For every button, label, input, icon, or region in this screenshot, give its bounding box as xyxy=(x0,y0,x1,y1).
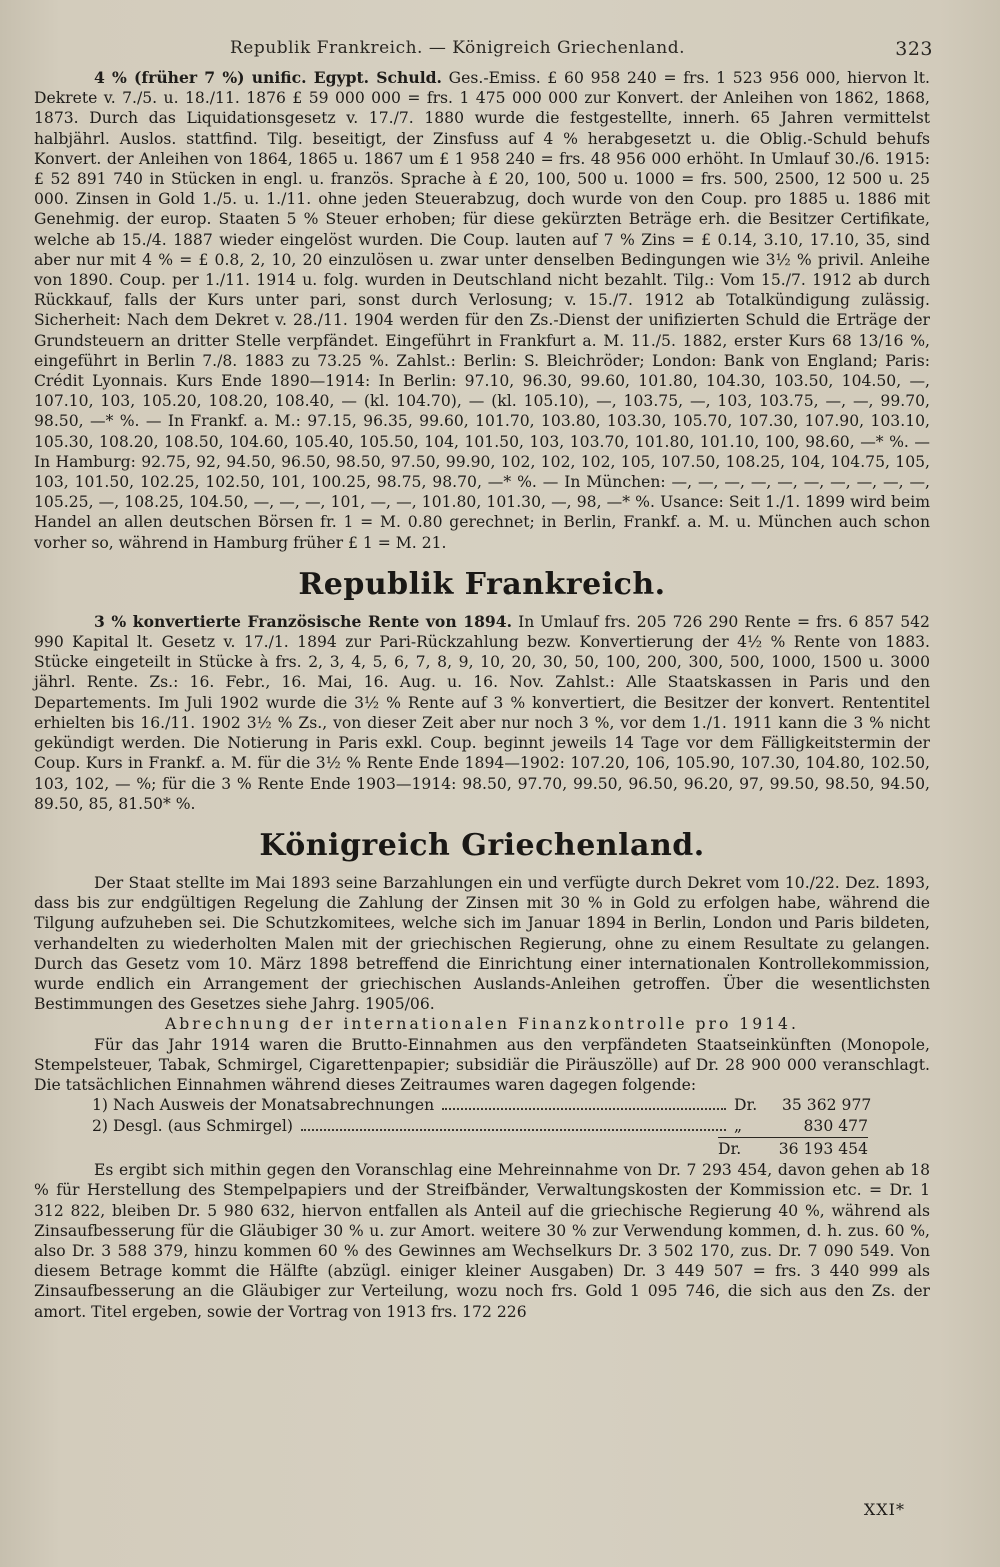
greece-para3-block xyxy=(34,1160,930,1322)
ledger-label: 2) Desgl. (aus Schmirgel) xyxy=(92,1117,293,1136)
ledger-dots xyxy=(301,1116,726,1131)
signature-mark: XXI* xyxy=(863,1500,905,1519)
ledger-label: 1) Nach Ausweis der Monatsabrechnungen xyxy=(92,1096,435,1115)
greece-section xyxy=(34,873,930,1014)
ledger-amount: 830 477 xyxy=(803,1117,868,1136)
ledger-row xyxy=(34,1116,930,1137)
greece-para3: Es ergibt sich mithin gegen den Voranschlag eine Mehreinnahme von Dr. 7 293 454, davon gehen ab 18 % für Herstellung des Stempelpapiers und der Streifbänder, Verwaltungskosten der Kommission etc. = Dr. 1 312 822, bleiben Dr. 5 980 632, hiervon entfallen als Anteil auf die griechische Regierung 40 %, während als Zinsaufbesserung für die Gläubiger 30 % u. zur Amort. weitere 30 % zur Verwendung kommen, d. h. zus. 60 %, also Dr. 3 588 379, hinzu kommen 60 % des Gewinnes am Wechselkurs Dr. 3 502 170, zus. Dr. 7 090 549. Von diesem Betrage kommt die Hälfte (abzügl. einiger kleiner Ausgaben) Dr. 3 449 507 = frs. 3 440 999 als Zinsaufbesserung an die Gläubiger zur Verteilung, wozu noch frs. Gold 1 095 746, die sich aus den Zs. der amort. Titel ergeben, sowie der Vortrag von 1913 frs. 172 226 xyxy=(34,1161,930,1321)
france-lead: 3 % konvertierte Französische Rente von 1894. xyxy=(94,611,513,631)
greece-heading: Königreich Griechenland. xyxy=(259,827,705,863)
page-number: 323 xyxy=(895,38,933,60)
ledger-amount: 35 362 977 xyxy=(782,1096,872,1115)
running-title: Republik Frankreich. — Königreich Griechenland. xyxy=(230,38,685,58)
france-body: In Umlauf frs. 205 726 290 Rente = frs. 6 857 542 990 Kapital lt. Gesetz v. 17./1. 1894 zur Pari-Rückzahlung bezw. Konvertierung der 4½ % Rente von 1883. Stücke eingeteilt in Stücke à frs. 2, 3, 4, 5, 6, 7, 8, 9, 10, 20, 30, 50, 100, 200, 300, 500, 1000, 1500 u. 3000 jährl. Rente. Zs.: 16. Febr., 16. Mai, 16. Aug. u. 16. Nov. Zahlst.: Alle Staatskassen in Paris und den Departements. Im Juli 1902 wurde die 3½ % Rente auf 3 % konvertiert, die Besitzer der konvert. Rententitel erhielten bis 16./11. 1902 3½ % Zs., von dieser Zeit aber nur noch 3 %, vor dem 1./1. 1911 kann die 3 % nicht gekündigt werden. Die Notierung in Paris exkl. Coup. beginnt jeweils 14 Tage vor dem Fälligkeitstermin der Coup. Kurs in Frankf. a. M. für die 3½ % Rente Ende 1894—1902: 107.20, 106, 105.90, 107.30, 104.80, 102.50, 103, 102, — %; für die 3 % Rente Ende 1903—1914: 98.50, 97.70, 99.50, 96.50, 96.20, 97, 99.50, 98.50, 94.50, 89.50, 85, 81.50* %. xyxy=(34,612,930,813)
ledger-prefix: „ xyxy=(734,1117,743,1136)
ledger-dots xyxy=(442,1095,726,1110)
greece-intro: Der Staat stellte im Mai 1893 seine Barzahlungen ein und verfügte durch Dekret vom 10./22. Dez. 1893, dass bis zur endgültigen Regelung die Zahlung der Zinsen mit 30 % in Gold zu erfolgen habe, während die Tilgung aufzuheben sei. Die Schutzkomitees, welche sich im Januar 1894 in Berlin, London und Paris bildeten, verhandelten zu wiederholten Malen mit der griechischen Regierung, ohne zu einem Resultate zu gelangen. Durch das Gesetz vom 10. März 1898 betreffend die Einrichtung einer internationalen Kontrollekommission, wurde endlich ein Arrangement der griechischen Auslands-Anleihen getroffen. Über die wesentlichsten Bestimmungen des Gesetzes siehe Jahrg. 1905/06. xyxy=(34,873,930,1014)
greece-para2: Für das Jahr 1914 waren die Brutto-Einnahmen aus den verpfändeten Staatseinkünften (Monopole, Stempelsteuer, Tabak, Schmirgel, Cigarettenpapier; subsidiär die Piräuszölle) auf Dr. 28 900 000 veranschlagt. Die tatsächlichen Einnahmen während dieses Zeitraumes waren dagegen folgende: xyxy=(34,1035,930,1094)
egypt-body: Ges.-Emiss. £ 60 958 240 = frs. 1 523 956 000, hiervon lt. Dekrete v. 7./5. u. 18./11. 1876 £ 59 000 000 = frs. 1 475 000 000 zur Konvert. der Anleihen von 1862, 1868, 1873. Durch das Liquidationsgesetz v. 17./7. 1880 wurde die festgestellte, innerh. 65 Jahren vermittelst halbjährl. Auslos. stattfind. Tilg. beseitigt, der Zinsfuss auf 4 % herabgesetzt u. die Oblig.-Schuld behufs Konvert. der Anleihen von 1864, 1865 u. 1867 um £ 1 958 240 = frs. 48 956 000 erhöht. In Umlauf 30./6. 1915: £ 52 891 740 in Stücken in engl. u. französ. Sprache à £ 20, 100, 500 u. 1000 = frs. 500, 2500, 12 500 u. 25 000. Zinsen in Gold 1./5. u. 1./11. ohne jeden Steuerabzug, doch wurde von den Coup. pro 1885 u. 1886 mit Genehmig. der europ. Staaten 5 % Steuer erhoben; für diese gekürzten Beträge erh. die Besitzer Certifikate, welche ab 15./4. 1887 wieder eingelöst wurden. Die Coup. lauten auf 7 % Zins = £ 0.14, 3.10, 17.10, 35, sind aber nur mit 4 % = £ 0.8, 2, 10, 20 einzulösen u. zwar unter denselben Bedingungen wie 3½ % privil. Anleihe von 1890. Coup. per 1./11. 1914 u. folg. wurden in Deutschland nicht bezahlt. Tilg.: Vom 15./7. 1912 ab durch Rückkauf, falls der Kurs unter pari, sonst durch Verlosung; v. 15./7. 1912 ab Totalkündigung zulässig. Sicherheit: Nach dem Dekret v. 28./11. 1904 werden für den Zs.-Dienst der unifizierten Schuld die Erträge der Grundsteuern an dritter Stelle verpfändet. Eingeführt in Frankfurt a. M. 11./5. 1882, erster Kurs 68 13/16 %, eingeführt in Berlin 7./8. 1883 zu 73.25 %. Zahlst.: Berlin: S. Bleichröder; London: Bank von England; Paris: Crédit Lyonnais. Kurs Ende 1890—1914: In Berlin: 97.10, 96.30, 99.60, 101.80, 104.30, 103.50, 104.50, —, 107.10, 103, 105.20, 108.20, 108.40, — (kl. 104.70), — (kl. 105.10), —, 103.75, —, 103, 103.75, —, —, 99.70, 98.50, —* %. — In Frankf. a. M.: 97.15, 96.35, 99.60, 101.70, 103.80, 103.30, 105.70, 107.30, 107.90, 103.10, 105.30, 108.20, 108.50, 104.60, 105.40, 105.50, 104, 101.50, 103, 103.70, 101.80, 101.10, 100, 98.60, —* %. — In Hamburg: 92.75, 92, 94.50, 96.50, 98.50, 97.50, 99.90, 102, 102, 102, 105, 107.50, 108.25, 104, 104.75, 105, 103, 101.50, 102.25, 102.50, 101, 100.25, 98.75, 98.70, —* %. — In München: —, —, —, —, —, —, —, —, —, —, 105.25, —, 108.25, 104.50, —, —, —, 101, —, —, 101.80, 101.30, —, 98, —* %. Usance: Seit 1./1. 1899 wird beim Handel an allen deutschen Börsen fr. 1 = M. 0.80 gerechnet; in Berlin, Frankf. a. M. u. München auch schon vorher so, während in Hamburg früher £ 1 = M. 21. xyxy=(34,69,930,552)
egypt-paragraph xyxy=(34,68,930,553)
ledger-row xyxy=(34,1095,930,1116)
ledger-total-amount: 36 193 454 xyxy=(778,1140,868,1159)
greece-subheading: Abrechnung der internationalen Finanzkontrolle pro 1914. xyxy=(165,1015,799,1034)
ledger-total-box xyxy=(718,1137,868,1160)
ledger-prefix: Dr. xyxy=(734,1096,758,1115)
egypt-lead: 4 % (früher 7 %) unific. Egypt. Schuld. xyxy=(94,68,442,87)
ledger-total xyxy=(34,1137,930,1160)
greece-para2-block xyxy=(34,1035,930,1096)
france-paragraph xyxy=(34,612,930,814)
egypt-section xyxy=(34,68,930,553)
france-section xyxy=(34,612,930,814)
france-heading: Republik Frankreich. xyxy=(298,566,666,602)
ledger xyxy=(34,1095,930,1160)
ledger-total-prefix: Dr. xyxy=(718,1140,742,1159)
running-header xyxy=(34,34,933,68)
